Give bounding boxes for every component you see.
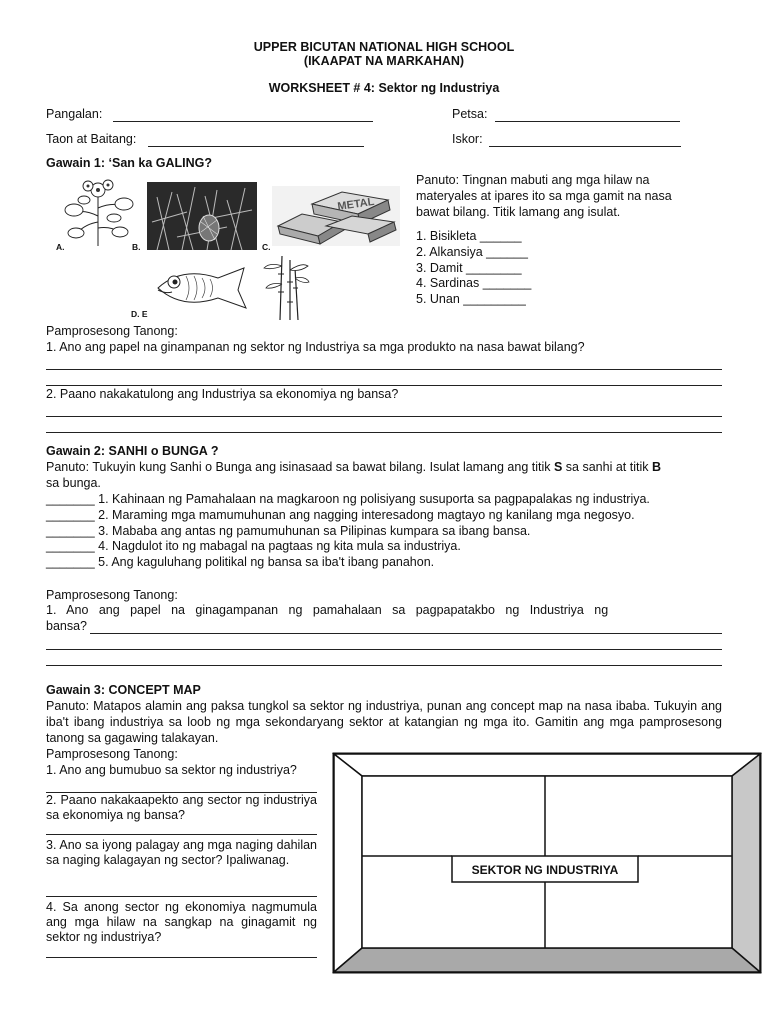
gawain1-item: 4. Sardinas _______ <box>416 276 532 291</box>
answer-line[interactable] <box>46 416 722 417</box>
grade-field[interactable] <box>148 146 364 147</box>
image-label-b: B. <box>132 242 141 252</box>
metal-label: METAL <box>336 195 376 213</box>
name-label: Pangalan: <box>46 107 103 121</box>
pineapple-image <box>147 182 257 250</box>
gawain1-title: Gawain 1: ‘San ka GALING? <box>46 156 213 170</box>
metal-image <box>272 186 400 246</box>
gawain1-item: 1. Bisikleta ______ <box>416 229 522 243</box>
grade-label: Taon at Baitang: <box>46 132 137 146</box>
gawain3-question-4: 4. Sa anong sector ng ekonomiya nagmumula ang mga hilaw na sangkap na ginagamit ng sektor ng industriya? <box>46 900 317 944</box>
gawain2-question-1-cont: bansa? <box>46 619 88 633</box>
gawain2-item: _______ 4. Nagdulot ito ng mabagal na pagtaas ng kita mula sa industriya. <box>46 539 461 554</box>
gawain3-question-2: 2. Paano nakakaapekto ang sector ng industriya sa ekonomiya ng bansa? <box>46 793 317 822</box>
answer-line[interactable] <box>46 385 722 386</box>
answer-line[interactable] <box>90 633 722 634</box>
name-field[interactable] <box>113 121 373 122</box>
gawain3-process-heading: Pamprosesong Tanong: <box>46 747 178 761</box>
date-field[interactable] <box>495 121 680 122</box>
gawain2-items <box>46 492 650 571</box>
gawain2-item: _______ 3. Mababa ang antas ng pamumuhunan sa Pilipinas kumpara sa ibang bansa. <box>46 523 531 538</box>
gawain2-instructions <box>46 460 722 491</box>
answer-line[interactable] <box>46 649 722 650</box>
answer-line[interactable] <box>46 957 317 958</box>
quarter-label: (IKAAPAT NA MARKAHAN) <box>303 54 465 68</box>
gawain2-question-1: 1. Ano ang papel na ginagampanan ng pamahalaan sa pagpapatakbo ng Industriya ng <box>46 603 609 617</box>
gawain2-item: _______ 5. Ang kaguluhang politikal ng bansa sa iba't ibang panahon. <box>46 555 435 570</box>
gawain2-instr-s: S <box>553 460 563 474</box>
gawain2-title: Gawain 2: SANHI o BUNGA ? <box>46 444 219 458</box>
gawain1-item: 3. Damit ________ <box>416 260 522 275</box>
gawain1-item: 2. Alkansiya ______ <box>416 244 528 259</box>
gawain1-items <box>416 229 531 308</box>
gawain2-instr-mid: sa sanhi at titik <box>562 460 652 474</box>
date-label: Petsa: <box>452 107 488 121</box>
gawain1-question-1: 1. Ano ang papel na ginampanan ng sektor ng Industriya sa mga produkto na nasa bawat bilang? <box>46 340 585 354</box>
school-name: UPPER BICUTAN NATIONAL HIGH SCHOOL <box>253 40 515 54</box>
score-label: Iskor: <box>452 132 483 146</box>
gawain2-process-heading: Pamprosesong Tanong: <box>46 588 178 602</box>
answer-line[interactable] <box>46 369 722 370</box>
gawain1-process-heading: Pamprosesong Tanong: <box>46 324 178 338</box>
image-label-de: D. E <box>131 309 148 319</box>
answer-line[interactable] <box>46 432 722 433</box>
gawain2-item: _______ 1. Kahinaan ng Pamahalaan na magkaroon ng polisiyang susuporta sa pagpapalakas ng industriya. <box>46 492 650 506</box>
worksheet-title: WORKSHEET # 4: Sektor ng Industriya <box>268 81 500 95</box>
gawain3-title: Gawain 3: CONCEPT MAP <box>46 683 201 697</box>
gawain1-question-2: 2. Paano nakakatulong ang Industriya sa ekonomiya ng bansa? <box>46 387 399 401</box>
gawain2-instr-end: sa bunga. <box>46 475 101 490</box>
gawain2-instr-b: B <box>651 460 661 474</box>
bamboo-image <box>262 254 310 320</box>
concept-map-center-label: SEKTOR NG INDUSTRIYA <box>471 863 619 877</box>
answer-line[interactable] <box>46 665 722 666</box>
image-label-c: C. <box>262 242 271 252</box>
score-field[interactable] <box>489 146 681 147</box>
fish-image <box>152 262 252 312</box>
gawain2-item: _______ 2. Maraming mga mamumuhunan ang nagging interesadong magtayo ng kanilang mga negosyo. <box>46 507 635 522</box>
gawain3-question-1: 1. Ano ang bumubuo sa sektor ng industriya? <box>46 763 297 777</box>
gawain1-instructions: Panuto: Tingnan mabuti ang mga hilaw na materyales at ipares ito sa mga gamit na nasa bawat bilang. Titik lamang ang isulat. <box>416 173 672 219</box>
plant-image <box>58 176 138 248</box>
gawain3-instructions: Panuto: Matapos alamin ang paksa tungkol sa sektor ng industriya, punan ang concept map na nasa ibaba. Tukuyin ang iba't ibang industriya sa loob ng mga sekondaryang sektor at katangian ng mga ito. Gamitin ang mga pamprosesong tanong sa gagawing talakayan. <box>46 699 722 745</box>
gawain2-instr-text: Panuto: Tukuyin kung Sanhi o Bunga ang isinasaad sa bawat bilang. Isulat lamang ang titik <box>46 460 554 474</box>
gawain3-question-3: 3. Ano sa iyong palagay ang mga naging dahilan sa naging kalagayan ng sector? Ipaliwanag. <box>46 838 317 867</box>
answer-line[interactable] <box>46 896 317 897</box>
image-label-a: A. <box>56 242 65 252</box>
gawain1-item: 5. Unan _________ <box>416 292 526 307</box>
answer-line[interactable] <box>46 834 317 835</box>
